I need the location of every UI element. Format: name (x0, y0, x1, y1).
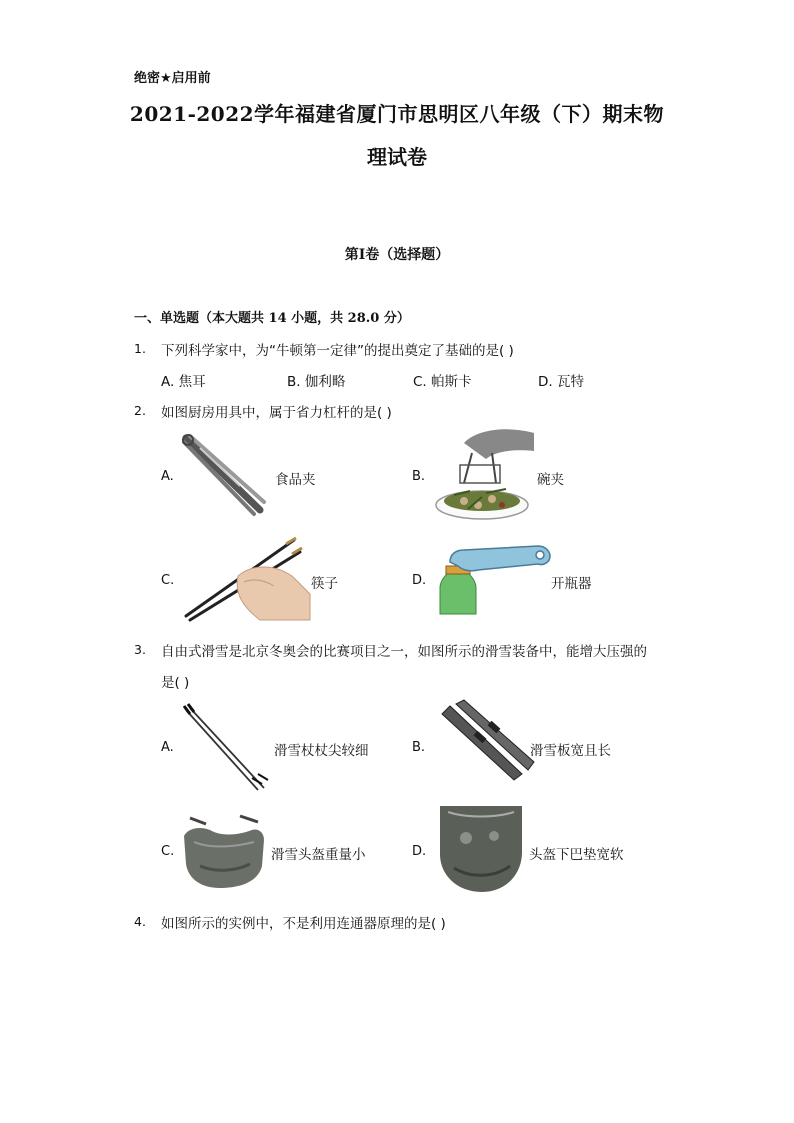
option-letter: B. (412, 469, 426, 484)
option-d: D. 瓦特 (538, 374, 584, 390)
tongs-image (180, 432, 270, 522)
option-caption: 滑雪板宽且长 (530, 743, 611, 759)
ski-poles-image (178, 702, 274, 794)
option-letter: D. (412, 844, 427, 859)
chin-pad-image (436, 802, 526, 894)
question-text: 下列科学家中，为“牛顿第一定律”的提出奠定了基础的是( ) (161, 343, 514, 359)
option-letter: A. (161, 469, 174, 484)
option-a: A. 焦耳 (161, 374, 206, 390)
chopsticks-image (182, 536, 312, 620)
question-text: 如图所示的实例中，不是利用连通器原理的是( ) (161, 916, 446, 932)
bowl-clip-image (434, 425, 534, 525)
option-letter: A. (161, 740, 174, 755)
option-letter: C. (161, 573, 175, 588)
bottle-opener-image (434, 544, 552, 614)
question-text-line2: 是( ) (161, 675, 190, 691)
section-heading: 一、单选题（本大题共 14 小题，共 28.0 分） (134, 311, 410, 326)
page-title-line2: 理试卷 (367, 145, 427, 169)
question-number: 1. (134, 341, 146, 356)
option-caption: 头盔下巴垫宽软 (529, 847, 624, 863)
question-text: 自由式滑雪是北京冬奥会的比赛项目之一，如图所示的滑雪装备中，能增大压强的 (161, 644, 647, 660)
option-letter: B. (412, 740, 426, 755)
page-title-line1: 2021-2022学年福建省厦门市思明区八年级（下）期末物 (129, 102, 665, 126)
question-text: 如图厨房用具中，属于省力杠杆的是( ) (161, 405, 392, 421)
volume-heading: 第I卷（选择题） (344, 247, 450, 263)
option-letter: C. (161, 844, 175, 859)
option-caption: 食品夹 (275, 472, 316, 488)
option-b: B. 伽利略 (287, 374, 346, 390)
option-c: C. 帕斯卡 (413, 374, 472, 390)
question-number: 2. (134, 403, 146, 418)
option-caption: 开瓶器 (551, 576, 592, 592)
skis-image (434, 700, 534, 786)
option-caption: 滑雪头盔重量小 (271, 847, 366, 863)
option-caption: 滑雪杖杖尖较细 (274, 743, 369, 759)
question-number: 4. (134, 914, 146, 929)
confidential-label: 绝密★启用前 (134, 71, 211, 86)
option-caption: 筷子 (311, 576, 338, 592)
option-caption: 碗夹 (537, 472, 564, 488)
option-letter: D. (412, 573, 427, 588)
question-number: 3. (134, 642, 146, 657)
helmet-image (180, 806, 270, 892)
